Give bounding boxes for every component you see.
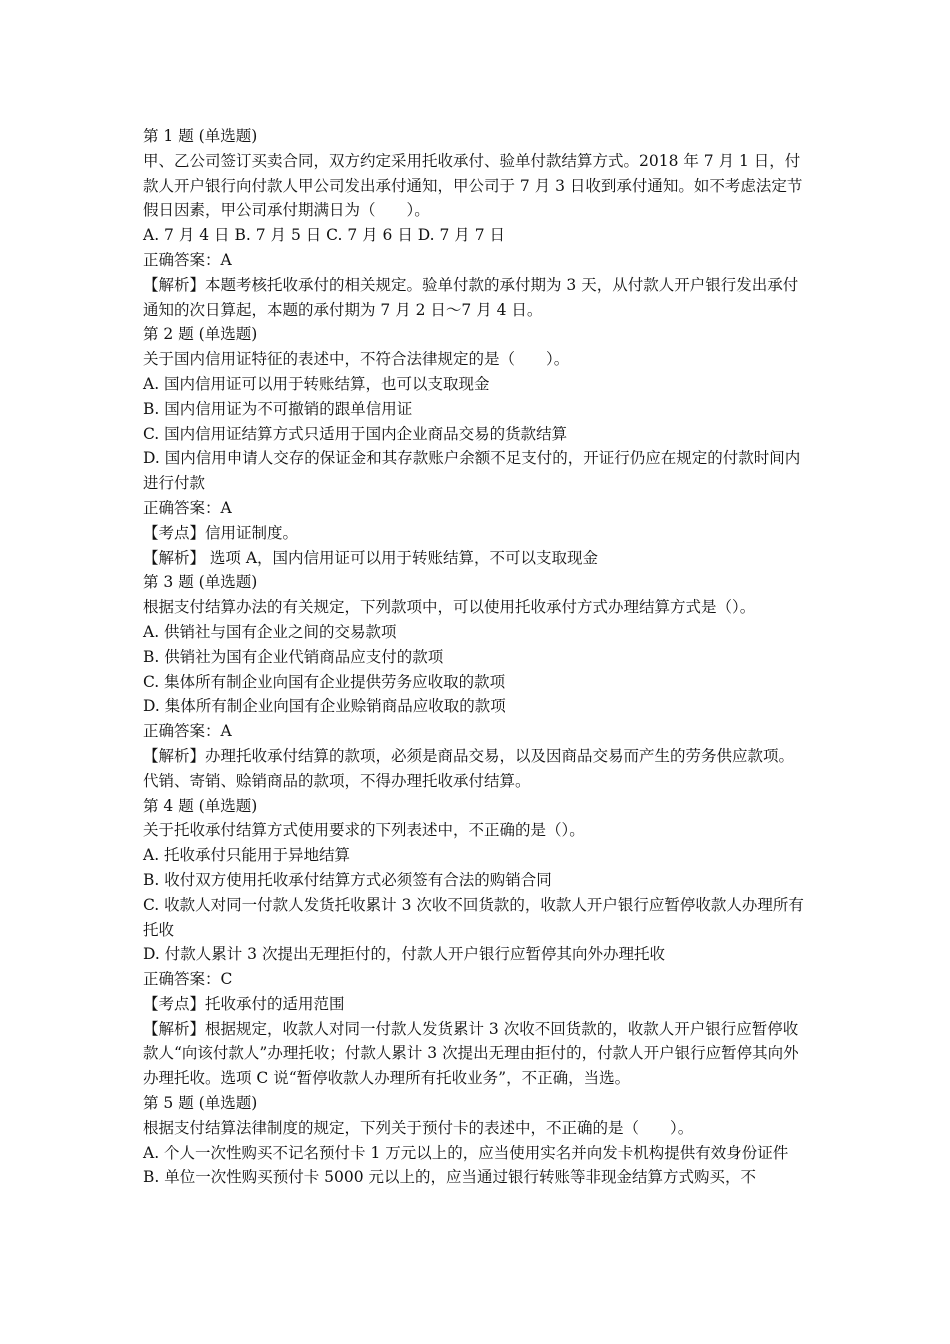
question-3 bbox=[143, 570, 809, 793]
option-d: D. 付款人累计 3 次提出无理拒付的，付款人开户银行应暂停其向外办理托收 bbox=[143, 945, 665, 964]
correct-answer: 正确答案：A bbox=[143, 250, 232, 269]
option-a: A. 托收承付只能用于异地结算 bbox=[143, 846, 351, 865]
option-d: D. 国内信用申请人交存的保证金和其存款账户余额不足支付的，开证行仍应在规定的付款时间内进行付款 bbox=[143, 449, 801, 493]
analysis-note: 【解析】办理托收承付结算的款项，必须是商品交易，以及因商品交易而产生的劳务供应款项。代销、寄销、赊销商品的款项，不得办理托收承付结算。 bbox=[143, 746, 795, 790]
option-b: B. 单位一次性购买预付卡 5000 元以上的，应当通过银行转账等非现金结算方式购买，不 bbox=[143, 1168, 757, 1187]
option-b: B. 国内信用证为不可撤销的跟单信用证 bbox=[143, 399, 413, 418]
correct-answer: 正确答案：A bbox=[143, 722, 232, 741]
question-1 bbox=[143, 124, 809, 322]
option-c: C. 收款人对同一付款人发货托收累计 3 次收不回货款的，收款人开户银行应暂停收款人办理所有托收 bbox=[143, 895, 804, 939]
question-header: 第 1 题 (单选题) bbox=[143, 127, 258, 145]
correct-answer: 正确答案：C bbox=[143, 970, 233, 989]
analysis-note: 【解析】本题考核托收承付的相关规定。验单付款的承付期为 3 天，从付款人开户银行发出承付通知的次日算起，本题的承付期为 7 月 2 日～7 月 4 日。 bbox=[143, 275, 799, 319]
question-header: 第 5 题 (单选题) bbox=[143, 1094, 258, 1113]
option-b: B. 供销社为国有企业代销商品应支付的款项 bbox=[143, 647, 444, 666]
question-5 bbox=[143, 1091, 809, 1190]
option-c: C. 集体所有制企业向国有企业提供劳务应收取的款项 bbox=[143, 672, 506, 691]
topic-note: 【考点】托收承付的适用范围 bbox=[143, 994, 345, 1013]
question-options: A. 7 月 4 日 B. 7 月 5 日 C. 7 月 6 日 D. 7 月 7 日 bbox=[143, 226, 505, 245]
option-c: C. 国内信用证结算方式只适用于国内企业商品交易的货款结算 bbox=[143, 424, 568, 443]
correct-answer: 正确答案：A bbox=[143, 498, 232, 517]
question-header: 第 4 题 (单选题) bbox=[143, 796, 258, 815]
analysis-note: 【解析】 选项 A，国内信用证可以用于转账结算，不可以支取现金 bbox=[143, 548, 599, 567]
question-stem: 根据支付结算办法的有关规定，下列款项中，可以使用托收承付方式办理结算方式是（）。 bbox=[143, 598, 756, 617]
question-header: 第 3 题 (单选题) bbox=[143, 573, 258, 592]
document-page bbox=[143, 124, 809, 1190]
question-stem: 根据支付结算法律制度的规定，下列关于预付卡的表述中，不正确的是（ ）。 bbox=[143, 1118, 694, 1137]
option-a: A. 国内信用证可以用于转账结算，也可以支取现金 bbox=[143, 374, 490, 393]
topic-note: 【考点】信用证制度。 bbox=[143, 523, 299, 542]
question-4 bbox=[143, 794, 809, 1092]
option-d: D. 集体所有制企业向国有企业赊销商品应收取的款项 bbox=[143, 697, 506, 716]
option-a: A. 供销社与国有企业之间的交易款项 bbox=[143, 622, 397, 641]
question-2 bbox=[143, 322, 809, 570]
option-b: B. 收付双方使用托收承付结算方式必须签有合法的购销合同 bbox=[143, 870, 552, 889]
question-header: 第 2 题 (单选题) bbox=[143, 325, 258, 344]
question-stem: 关于托收承付结算方式使用要求的下列表述中，不正确的是（）。 bbox=[143, 821, 585, 840]
option-a: A. 个人一次性购买不记名预付卡 1 万元以上的，应当使用实名并向发卡机构提供有效身份证件 bbox=[143, 1143, 789, 1162]
question-stem: 关于国内信用证特征的表述中，不符合法律规定的是（ ）。 bbox=[143, 350, 570, 369]
analysis-note: 【解析】根据规定，收款人对同一付款人发货累计 3 次收不回货款的，收款人开户银行应暂停收款人“向该付款人”办理托收；付款人累计 3 次提出无理由拒付的，付款人开户银行应暂停其向外办理托收。选项 C 说“暂停收款人办理所有托收业务”，不正确，当选。 bbox=[143, 1019, 799, 1088]
question-stem: 甲、乙公司签订买卖合同，双方约定采用托收承付、验单付款结算方式。2018 年 7 月 1 日，付款人开户银行向付款人甲公司发出承付通知，甲公司于 7 月 3 日收到承付通知。如不考虑法定节假日因素，甲公司承付期满日为（ ）。 bbox=[143, 151, 803, 220]
